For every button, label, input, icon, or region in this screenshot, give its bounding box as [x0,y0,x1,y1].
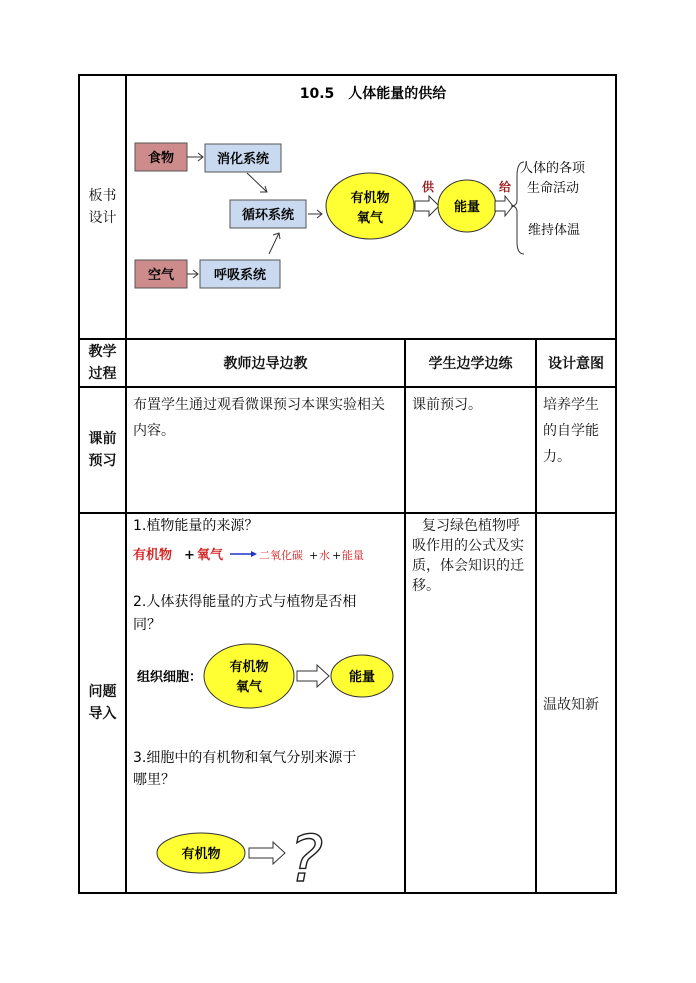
board-diagram [127,76,615,336]
process-header [79,339,126,387]
intro-intent-cell: 温故知新 [536,513,616,893]
intent-header: 设计意图 [536,339,616,387]
eq-energy: 能量 [342,549,364,562]
supply-arrow [415,196,439,216]
eq-arrow-head [251,551,257,557]
organic-arrow-2 [249,842,285,864]
eq-water: 水 [319,549,330,562]
board-design-cell [126,75,616,339]
tissue-arrow [297,665,329,687]
preview-student-cell: 课前预习。 [405,387,536,513]
supply-label: 供 [422,180,435,194]
energy-label: 能量 [453,200,481,215]
tissue-bubble-organic: 有机物 [229,660,269,675]
preview-label [79,387,126,513]
lesson-plan-table [78,74,617,894]
food-label: 食物 [147,151,175,166]
question-1: 1.植物能量的来源？ [133,518,259,534]
preview-row [79,387,616,513]
question-2-line-2: 同？ [133,617,161,633]
tissue-label: 组织细胞： [137,670,203,685]
tissue-bubble [204,644,294,708]
eq-organic: 有机物 [133,548,173,563]
bubble-oxygen-label: 氧气 [356,211,384,226]
circulatory-system-label: 循环系统 [241,208,295,223]
question-3-line-1: 3.细胞中的有机物和氧气分别来源于 [133,750,357,766]
board-design-row [79,75,616,339]
question-2-line-1: 2.人体获得能量的方式与植物是否相 [133,594,357,610]
tissue-energy-label: 能量 [348,670,376,685]
tissue-bubble-oxygen: 氧气 [235,680,263,695]
air-label: 空气 [147,268,175,283]
question-3-line-2: 哪里？ [133,772,175,788]
preview-intent-cell: 培养学生的自学能力。 [536,387,616,513]
bubble-organic-label: 有机物 [350,191,390,206]
header-row [79,339,616,387]
intro-label-text: 问题 导入 [88,684,117,722]
eq-co2: 二氧化碳 [259,549,303,562]
intro-label [79,513,126,893]
preview-teacher-cell: 布置学生通过观看微课预习本课实验相关内容。 [126,387,405,513]
eq-oxygen: 氧气 [197,548,224,563]
give-arrow [495,196,513,216]
student-header: 学生边学边练 [405,339,536,387]
eq-plus-1: + [184,548,195,563]
board-design-label [79,75,126,339]
eq-plus-3: + [332,549,342,562]
digestive-system-label: 消化系统 [216,152,270,167]
intro-student-cell: 复习绿色植物呼吸作用的公式及实质，体会知识的迁移。 [405,513,536,893]
board-title: 10.5 人体能量的供给 [299,86,447,102]
teacher-header: 教师边导边教 [126,339,405,387]
activity-line-3: 维持体温 [528,223,581,238]
preview-label-text: 课前 预习 [88,431,117,469]
respiratory-system-label: 呼吸系统 [213,268,267,283]
give-label: 给 [499,180,512,194]
process-header-text: 教学 过程 [88,344,117,382]
eq-plus-2: + [309,549,319,562]
organic-bubble-2-label: 有机物 [181,847,221,862]
board-design-label-text: 板书 设计 [88,188,117,226]
organic-oxygen-bubble [326,173,414,239]
activity-line-1: 人体的各项 [520,161,586,176]
intro-row [79,513,616,893]
activity-line-2: 生命活动 [527,181,580,196]
question-mark-icon: ? [289,823,323,890]
intro-teacher-content [127,514,402,890]
intro-teacher-cell [126,513,405,893]
